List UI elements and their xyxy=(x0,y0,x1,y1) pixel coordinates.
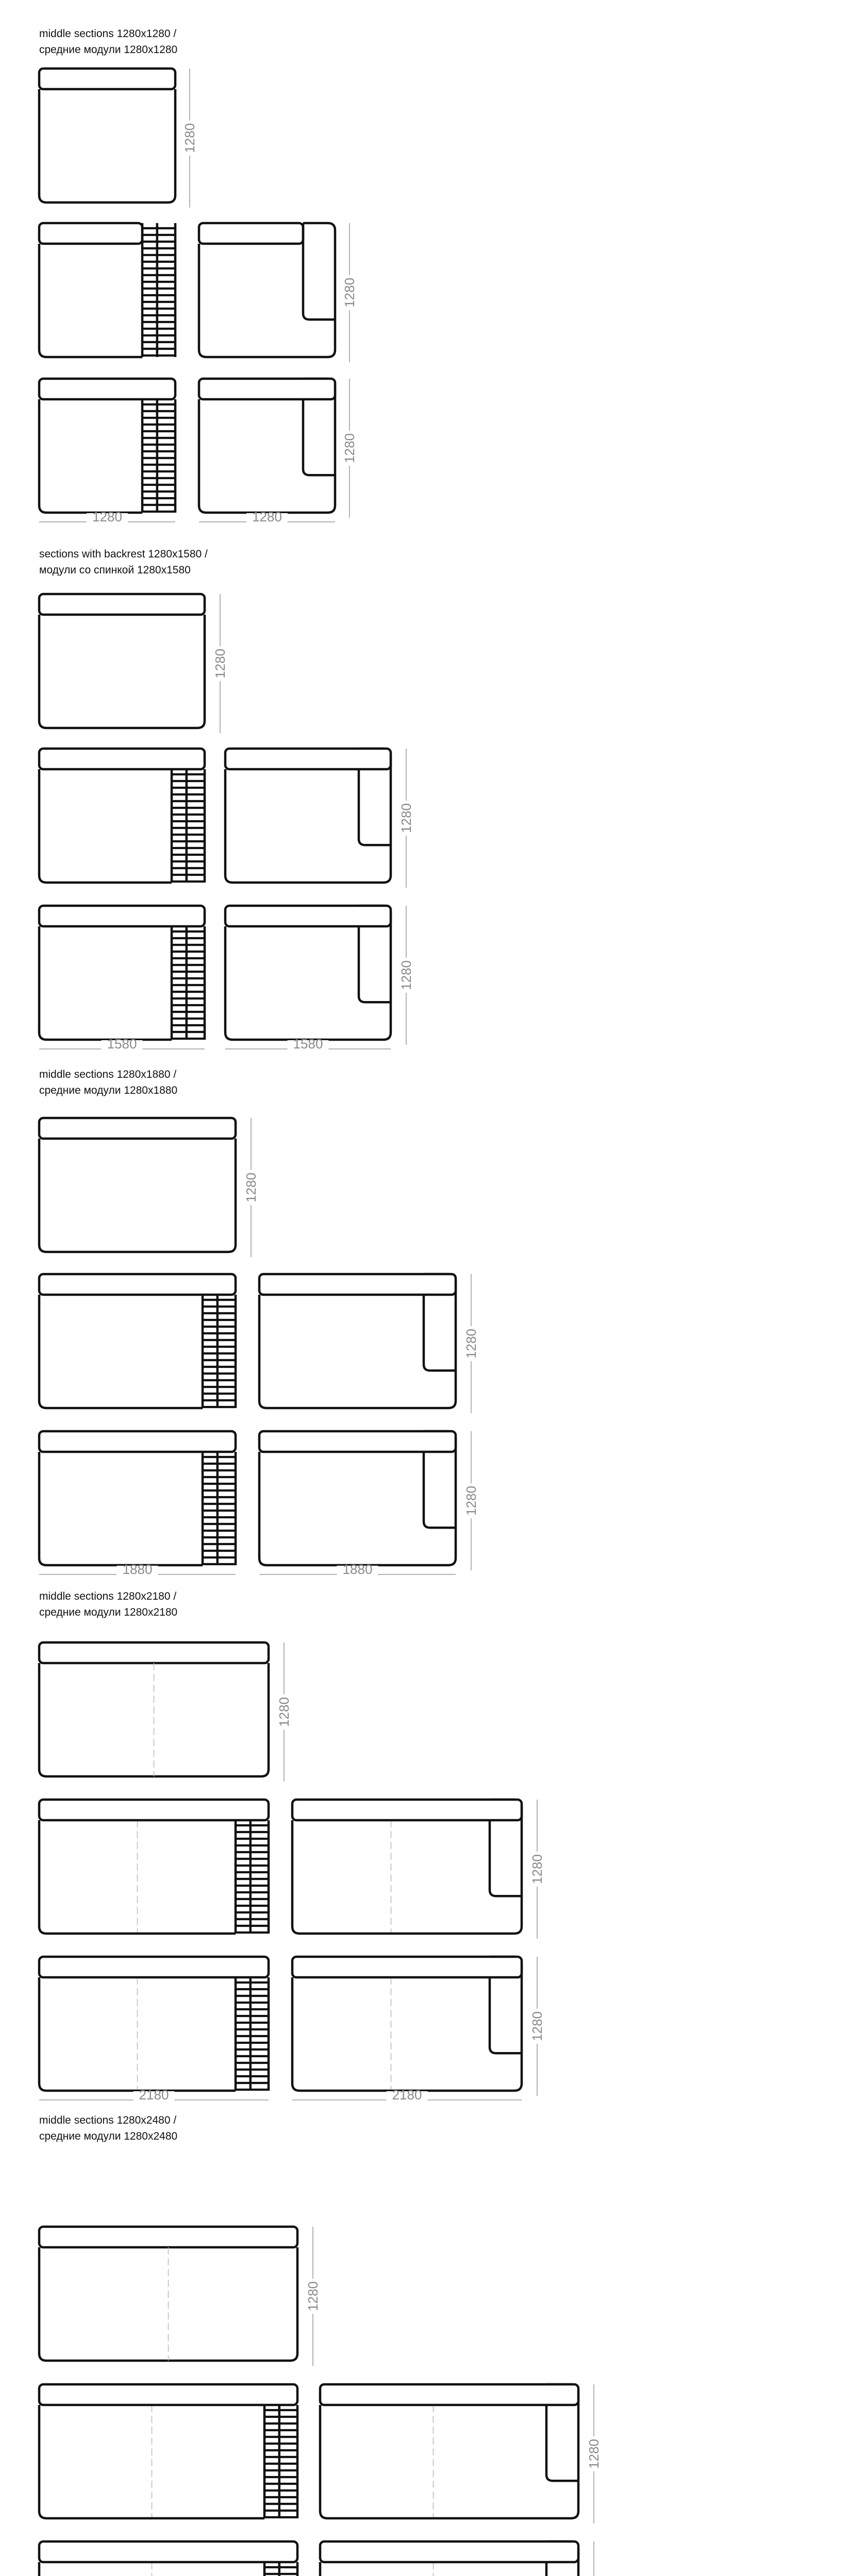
module-with-bookshelf xyxy=(39,749,205,883)
back-cushion xyxy=(39,2384,297,2405)
back-cushion xyxy=(39,1800,269,1820)
depth-dimension xyxy=(305,2227,321,2366)
back-cushion xyxy=(39,2541,297,2562)
back-cushion xyxy=(39,594,205,615)
back-cushion xyxy=(292,1957,522,1977)
back-cushion xyxy=(39,223,142,244)
width-dimension-label: 2180 xyxy=(139,2087,169,2103)
depth-dimension-label: 1280 xyxy=(182,123,197,153)
depth-dimension-label: 1280 xyxy=(463,1486,479,1516)
heading-ru: средние модули 1280x2180 xyxy=(39,1606,178,1618)
back-cushion xyxy=(39,69,175,89)
seat-outline xyxy=(39,769,172,883)
module-with-armrest xyxy=(320,2541,578,2576)
depth-dimension-label: 1280 xyxy=(398,803,414,833)
seat-outline xyxy=(39,1139,236,1252)
module-with-armrest xyxy=(292,1800,522,1934)
module-with-armrest xyxy=(292,1957,522,2091)
depth-dimension-label: 1280 xyxy=(463,1329,479,1359)
back-cushion xyxy=(320,2384,578,2405)
seat-outline xyxy=(39,615,205,728)
depth-dimension xyxy=(342,223,357,362)
heading-en: middle sections 1280x2180 / xyxy=(39,1590,177,1602)
seat-outline xyxy=(39,89,175,202)
module-with-armrest xyxy=(320,2384,578,2518)
depth-dimension xyxy=(398,906,414,1045)
seat-outline xyxy=(39,1452,203,1565)
back-cushion xyxy=(39,906,205,926)
armrest xyxy=(359,769,391,845)
depth-dimension-label: 1280 xyxy=(586,2439,602,2469)
back-cushion xyxy=(39,1957,269,1977)
armrest xyxy=(359,926,391,1002)
module-with-bookshelf xyxy=(39,379,175,513)
module-with-armrest xyxy=(225,906,391,1040)
seat-outline xyxy=(39,926,172,1040)
back-cushion xyxy=(39,749,205,769)
depth-dimension-label: 1280 xyxy=(243,1173,259,1202)
width-dimension-label: 1580 xyxy=(293,1036,323,1052)
depth-dimension xyxy=(342,379,357,518)
armrest xyxy=(303,223,335,319)
back-cushion xyxy=(39,2227,297,2247)
depth-dimension-label: 1280 xyxy=(398,960,414,990)
back-cushion xyxy=(320,2541,578,2562)
heading-ru: средние модули 1280x2480 xyxy=(39,2130,178,2142)
width-dimension-label: 2180 xyxy=(392,2087,422,2103)
back-cushion xyxy=(39,1431,236,1452)
depth-dimension xyxy=(398,749,414,888)
heading-ru: средние модули 1280x1880 xyxy=(39,1084,178,1096)
depth-dimension-label: 1280 xyxy=(212,649,228,679)
heading-en: middle sections 1280x1280 / xyxy=(39,28,177,40)
module-plain xyxy=(39,594,205,728)
module-with-bookshelf xyxy=(39,1274,236,1408)
width-dimension-label: 1280 xyxy=(92,509,122,524)
module-with-bookshelf xyxy=(39,2541,297,2576)
width-dimension-label: 1880 xyxy=(122,1562,153,1577)
width-dimension-label: 1880 xyxy=(342,1562,373,1577)
module-with-armrest xyxy=(199,379,335,513)
depth-dimension-label: 1280 xyxy=(342,278,357,308)
armrest xyxy=(546,2405,578,2481)
module-with-bookshelf xyxy=(39,1431,236,1565)
module-plain xyxy=(39,69,175,202)
heading-ru: модули со спинкой 1280x1580 xyxy=(39,564,191,576)
depth-dimension-label: 1280 xyxy=(305,2281,321,2311)
depth-dimension xyxy=(212,594,228,733)
heading-en: middle sections 1280x2480 / xyxy=(39,2114,177,2126)
back-cushion xyxy=(225,749,391,769)
width-dimension-label: 1280 xyxy=(252,509,282,524)
back-cushion xyxy=(199,223,303,244)
depth-dimension xyxy=(243,1118,259,1257)
module-with-bookshelf xyxy=(39,906,205,1040)
module-with-bookshelf xyxy=(39,1957,269,2091)
seat-outline xyxy=(39,1295,203,1408)
back-cushion xyxy=(199,379,335,399)
depth-dimension-label: 1280 xyxy=(529,2011,545,2041)
back-cushion xyxy=(259,1431,456,1452)
depth-dimension xyxy=(463,1274,479,1413)
armrest xyxy=(490,1977,522,2053)
module-with-bookshelf xyxy=(39,2384,297,2518)
back-cushion xyxy=(259,1274,456,1295)
depth-dimension xyxy=(463,1431,479,1570)
heading-ru: средние модули 1280x1280 xyxy=(39,44,178,56)
armrest xyxy=(424,1452,456,1528)
back-cushion xyxy=(39,1274,236,1295)
back-cushion xyxy=(39,379,175,399)
heading-en: sections with backrest 1280x1580 / xyxy=(39,548,208,560)
module-plain xyxy=(39,2227,297,2361)
module-plain xyxy=(39,1642,269,1776)
armrest xyxy=(490,1820,522,1896)
depth-dimension xyxy=(529,1957,545,2096)
armrest xyxy=(424,1295,456,1370)
seat-outline xyxy=(39,399,142,513)
back-cushion xyxy=(39,1118,236,1139)
module-with-armrest xyxy=(259,1274,456,1408)
depth-dimension-label: 1280 xyxy=(529,1854,545,1884)
back-cushion xyxy=(292,1800,522,1820)
module-with-bookshelf xyxy=(39,223,175,357)
back-cushion xyxy=(39,1642,269,1663)
depth-dimension xyxy=(529,1800,545,1939)
module-plain xyxy=(39,1118,236,1252)
depth-dimension-label: 1280 xyxy=(276,1697,292,1727)
armrest xyxy=(303,399,335,475)
seat-outline xyxy=(39,244,142,357)
depth-dimension xyxy=(276,1642,292,1782)
heading-en: middle sections 1280x1880 / xyxy=(39,1069,177,1080)
depth-dimension-label: 1280 xyxy=(342,433,357,463)
module-with-armrest xyxy=(259,1431,456,1565)
back-cushion xyxy=(225,906,391,926)
module-with-bookshelf xyxy=(39,1800,269,1934)
module-with-armrest xyxy=(225,749,391,883)
width-dimension-label: 1580 xyxy=(107,1036,137,1052)
module-with-armrest xyxy=(199,223,335,357)
armrest xyxy=(546,2562,578,2576)
depth-dimension xyxy=(586,2384,602,2523)
depth-dimension xyxy=(182,69,197,208)
depth-dimension xyxy=(586,2541,602,2576)
